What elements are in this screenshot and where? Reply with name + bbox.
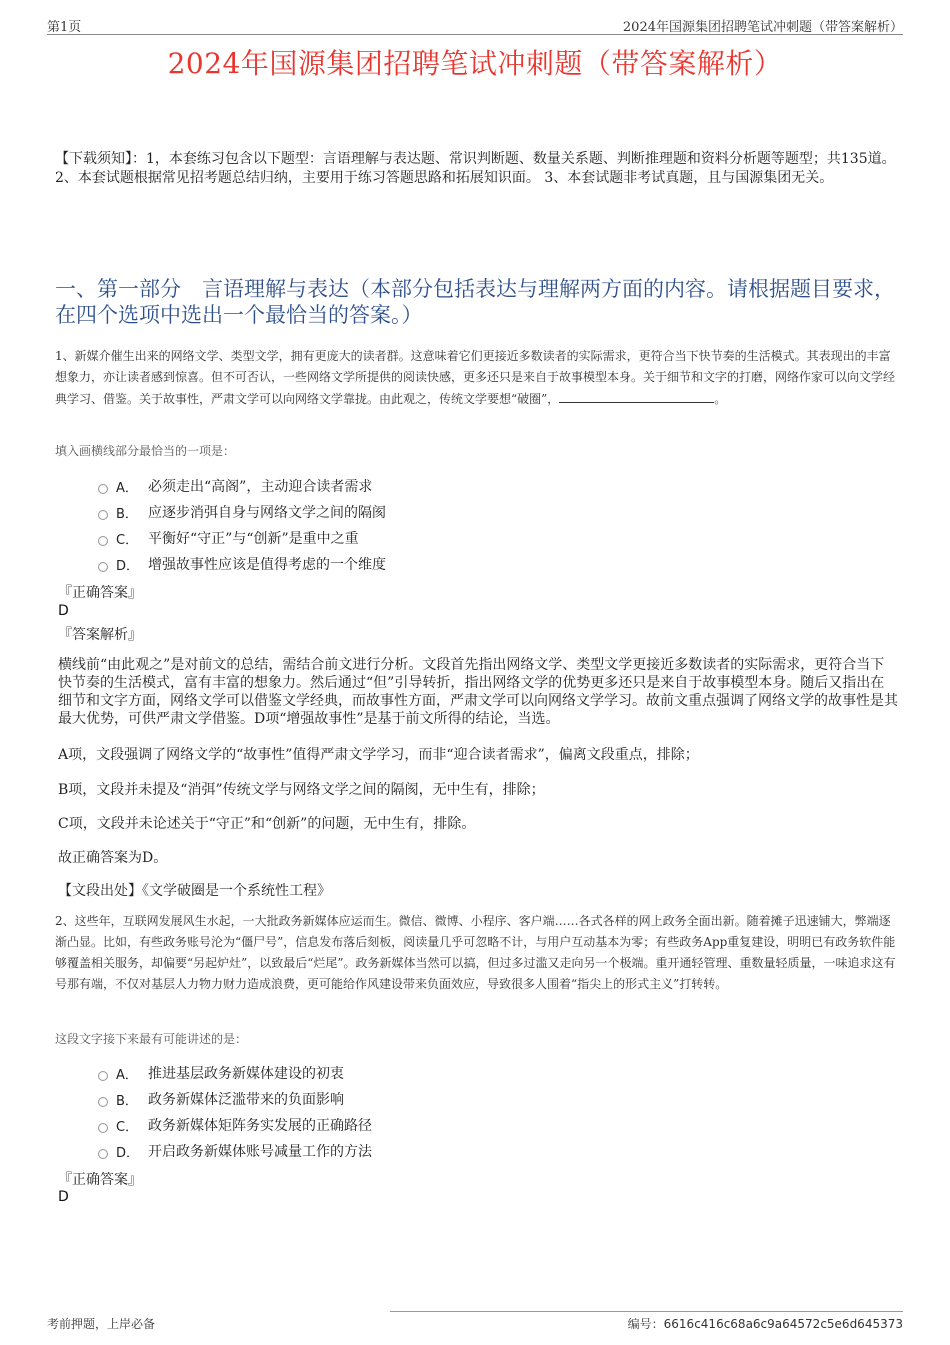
option-a[interactable]: A． 必须走出“高阁”，主动迎合读者需求 xyxy=(98,473,386,499)
radio-icon[interactable] xyxy=(98,1123,108,1133)
footer-slogan: 考前押题，上岸必备 xyxy=(47,1317,156,1331)
answer-analysis: 横线前“由此观之”是对前文的总结，需结合前文进行分析。文段首先指出网络文学、类型文学更接近多数读者的实际需求，更符合当下快节奏的生活模式，富有丰富的想象力。然后通过“但”引导转折，指出网络文学的优势更多还只是来自于故事模型本身。随后又指出在细节和文字方面，网络文学可以借鉴文学经典，而故事性方面，严肃文学可以向网络文学学习。故前文重点强调了网络文学的故事性是其最大优势，可供严肃文学借鉴。D项“增强故事性”是基于前文所得的结论，当选。 xyxy=(58,657,898,727)
page-header xyxy=(47,14,903,35)
radio-icon[interactable] xyxy=(98,1097,108,1107)
radio-icon[interactable] xyxy=(98,1071,108,1081)
analysis-conclusion: 故正确答案为D。 xyxy=(58,850,168,866)
question-1-prompt: 填入画横线部分最恰当的一项是： xyxy=(55,444,236,458)
correct-answer-label: 『正确答案』 xyxy=(58,1172,142,1188)
download-notice: 【下载须知】：1，本套练习包含以下题型：言语理解与表达题、常识判断题、数量关系题、判断推理题和资料分析题等题型；共135道。 2、本套试题根据常见招考题总结归纳，主要用于练习答题思路和拓展知识面。 3、本套试题非考试真题，且与国源集团无关。 xyxy=(55,151,896,186)
correct-answer-label: 『正确答案』 xyxy=(58,585,142,601)
question-2-prompt: 这段文字接下来最有可能讲述的是： xyxy=(55,1032,248,1046)
radio-icon[interactable] xyxy=(98,562,108,572)
question-1-options xyxy=(98,473,386,577)
document-title: 2024年国源集团招聘笔试冲刺题（带答案解析） xyxy=(167,47,783,80)
question-2-options xyxy=(98,1060,372,1164)
radio-icon[interactable] xyxy=(98,536,108,546)
page-number: 第1页 xyxy=(47,20,82,35)
header-doc-title: 2024年国源集团招聘笔试冲刺题（带答案解析） xyxy=(622,20,903,35)
text-source: 【文段出处】《文学破圈是一个系统性工程》 xyxy=(58,883,331,899)
option-b[interactable]: B． 政务新媒体泛滥带来的负面影响 xyxy=(98,1086,372,1112)
document-code: 编号：6616c416c68a6c9a64572c5e6d645373 xyxy=(627,1317,903,1331)
footer-rule xyxy=(390,1311,903,1312)
correct-answer: D xyxy=(58,603,69,619)
correct-answer: D xyxy=(58,1189,69,1205)
radio-icon[interactable] xyxy=(98,1149,108,1159)
radio-icon[interactable] xyxy=(98,510,108,520)
option-c[interactable]: C． 平衡好“守正”与“创新”是重中之重 xyxy=(98,525,386,551)
option-d[interactable]: D． 开启政务新媒体账号减量工作的方法 xyxy=(98,1138,372,1164)
option-b[interactable]: B． 应逐步消弭自身与网络文学之间的隔阂 xyxy=(98,499,386,525)
option-a[interactable]: A． 推进基层政务新媒体建设的初衷 xyxy=(98,1060,372,1086)
analysis-label: 『答案解析』 xyxy=(58,627,142,643)
option-d[interactable]: D． 增强故事性应该是值得考虑的一个维度 xyxy=(98,551,386,577)
analysis-option-b: B项，文段并未提及“消弭”传统文学与网络文学之间的隔阂，无中生有，排除； xyxy=(58,782,545,798)
analysis-option-c: C项，文段并未论述关于“守正”和“创新”的问题，无中生有，排除。 xyxy=(58,816,476,832)
section-heading: 一、第一部分 言语理解与表达（本部分包括表达与理解两方面的内容。请根据题目要求，在四个选项中选出一个最恰当的答案。） xyxy=(55,277,895,327)
radio-icon[interactable] xyxy=(98,484,108,494)
question-1-stem: 1、新媒介催生出来的网络文学、类型文学，拥有更庞大的读者群。这意味着它们更接近多数读者的实际需求，更符合当下快节奏的生活模式。其表现出的丰富想象力，亦让读者感到惊喜。但不可否认，一些网络文学所提供的阅读快感，更多还只是来自于故事模型本身。关于细节和文字的打磨，网络作家可以向文学经典学习、借鉴。关于故事性，严肃文学可以向网络文学靠拢。由此观之，传统文学要想“破圈”， 。 xyxy=(55,349,896,406)
answer-blank xyxy=(559,388,714,403)
question-2-stem: 2、这些年，互联网发展风生水起，一大批政务新媒体应运而生。微信、微博、小程序、客户端……各式各样的网上政务全面出新。随着摊子迅速铺大，弊端逐渐凸显。比如，有些政务账号沦为“僵尸号”，信息发布落后刻板，阅读量几乎可忽略不计，与用户互动基本为零；有些政务App重复建设，明明已有政务软件能够覆盖相关服务，却偏要“另起炉灶”，以致最后“烂尾”。政务新媒体当然可以搞，但过多过滥又走向另一个极端。重开通轻管理、重数量轻质量，一味追求这有号那有端，不仅对基层人力物力财力造成浪费，更可能给作风建设带来负面效应，导致很多人围着“指尖上的形式主义”打转转。 xyxy=(55,914,896,991)
option-c[interactable]: C． 政务新媒体矩阵务实发展的正确路径 xyxy=(98,1112,372,1138)
analysis-option-a: A项，文段强调了网络文学的“故事性”值得严肃文学学习，而非“迎合读者需求”，偏离文段重点，排除； xyxy=(58,747,699,763)
